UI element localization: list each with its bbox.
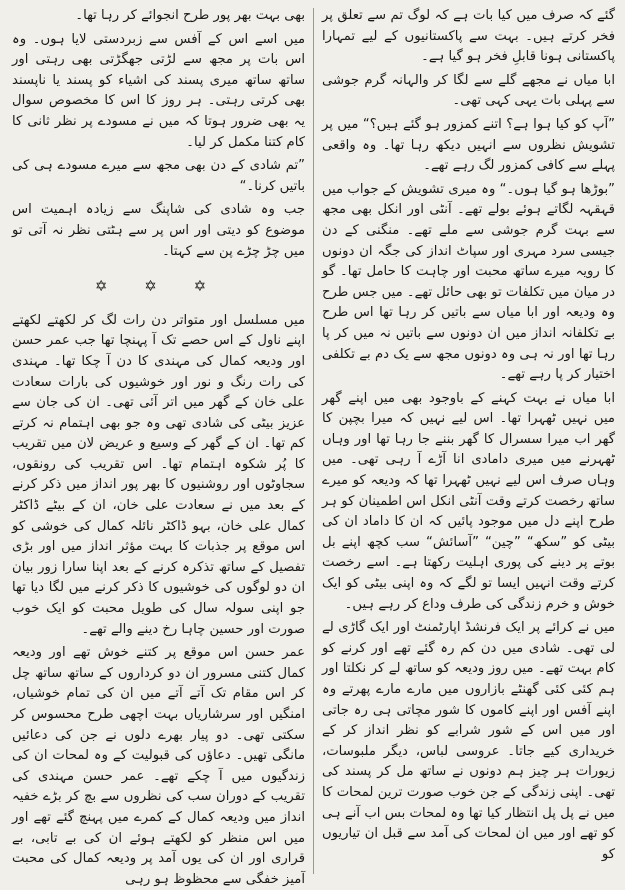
paragraph: ابا میاں نے مجھے گلے سے لگا کر والہانہ گرم جوشی سے پہلی بات یہی کہی تھی۔: [322, 72, 615, 109]
paragraph: میں نے کرائے پر ایک فرنشڈ اپارٹمنٹ اور ایک گاڑی لے لی تھی۔ شادی میں دن کم رہ گئے تھے اور کرنے کو کام بہت تھے۔ میں روز ودیعہ کو ساتھ لے کر نکلتا اور ہم کئی کئی گھنٹے بازاروں میں مارے مارے پھرتے وہ اپنے آفس اور اپنے کاموں کا شور مچاتی ہی رہ جاتی اور میں اس کے شور شرابے کو نظر انداز کر کے خریداری کیے جاتا۔ عروسی لباس، دیگر ملبوسات، زیورات ہر چیز ہم دونوں نے ساتھ مل کر پسند کی تھی۔ اپنی زندگی کے جن خوب صورت ترین لمحات کا میں نے پل پل انتظار کیا تھا وہ لمحات بس اب آنے ہی کو تھے اور میں ان لمحات کی آمد سے قبل ان تیاریوں کو: [322, 620, 615, 862]
paragraph: جب وہ شادی کی شاپنگ سے زیادہ اہمیت اس موضوع کو دیتی اور اس پر سے ہٹتی نظر نہ آتی تو میں چڑ چڑے پن سے کہتا۔: [12, 202, 306, 259]
left-column-top-text: [12, 6, 305, 262]
left-text-column: [12, 6, 306, 887]
paragraph: میں مسلسل اور متواتر دن رات لگ کر لکھتے لکھتے اپنے ناول کے اس حصے تک آ پہنچا تھا جب عمر حسن اور ودیعہ کمال کی مہندی کا دن آ چکا تھا۔ مہندی کی رات رنگ و نور اور خوشیوں کی بارات سعادت علی خان کے گھر میں اتر آئی تھی۔ ان کی جان سے عزیز بیٹی کی شادی تھی وہ جو بھی اہتمام نہ کرتے کم تھا۔ ان کے گھر کے وسیع و عریض لان میں تقریب کا پُر شکوہ اہتمام تھا۔ اس تقریب کی رونقوں، سجاوٹوں اور روشنیوں کا بھر پور انداز میں ذکر کرنے کے بعد میں نے سعادت علی خان، ان کے بیٹے ڈاکٹر کمال علی خان، بہو ڈاکٹر نائلہ کمال کی خوشی کو اس موقع پر جذبات کا بہت مؤثر انداز میں اور بڑی تفصیل کے ساتھ تذکرہ کرنے کے بعد اپنا سارا زور بیان ان دو لوگوں کی خوشیوں کا ذکر کرنے میں لگا دیا تھا جو اپنی سولہ سال کی طویل محبت کو ایک خوب صورت اور حسین چاہا رخ دینے والے تھے۔: [12, 312, 306, 637]
left-column-bottom-text: [12, 311, 305, 890]
right-text-column: [322, 6, 615, 876]
section-separator: ✡ ✡ ✡: [94, 277, 223, 296]
paragraph: ”بوڑھا ہو گیا ہوں۔“ وہ میری تشویش کے جواب میں قہقہہ لگاتے ہوئے بولے تھے۔ آنٹی اور انکل بھی مجھ سے بہت گرم جوشی سے ملے تھے۔ منگنی کے دن جیسی سرد مہری اور سپاٹ انداز کی جگہ ان دونوں کا رویہ میرے ساتھ محبت اور چاہت کا حامل تھا۔ گو در میان میں تکلفات تو بھی حائل تھے۔ میں جس طرح وہ ودیعہ اور ابا میاں سے باتیں کر رہا تھا اس طرح بے تکلفانہ انداز میں ان دونوں سے باتیں نہ میں کر پا رہا تھا اور نہ ہی وہ دونوں مجھ سے یک دم بے تکلفی اختیار کر پا رہے تھے۔: [322, 181, 615, 383]
paragraph: ابا میاں نے بہت کہنے کے باوجود بھی میں اپنے گھر میں نہیں ٹھہرا تھا۔ اس لیے نہیں کہ میرا بچپن کا گھر اب میرا سسرال کا گھر بننے جا رہا تھا اور وہاں ٹھہرنے میں میری دامادی انا آڑے آ رہی تھی۔ میں وہاں صرف اس لیے نہیں ٹھہرا تھا کہ ودیعہ کو میرے ساتھ رخصت کرتے وقت آنٹی انکل اس اطمینان کو ہر طرح اپنے دل میں موجود پائیں کہ ان کا داماد ان کی بیٹی کو ”سکھ“ ”چین“ ”آسائش“ سب کچھ اپنے بل بوتے پر دینے کی پوری اہلیت رکھتا ہے۔ اسے رخصت کرتے وقت انہیں ایسا تو لگے کہ وہ اپنی بیٹی کو ایک خوش و خرم زندگی کی طرف وداع کر رہے ہیں۔: [322, 390, 615, 612]
column-divider: [313, 8, 314, 874]
paragraph: میں اسے اس کے آفس سے زبردستی لایا ہوں۔ وہ اس بات پر مجھ سے لڑتی جھگڑتی بھی رہتی اور ساتھ ساتھ میری پسند کی اشیاء کو پسند یا ناپسند بھی کرتی رہتی۔ ہر روز کا اس کا مخصوص سوال یہ بھی ضرور ہوتا کہ میں نے مسودے پر نظر ثانی کا کام کتنا مکمل کر لیا۔: [12, 31, 306, 150]
paragraph: ”تم شادی کے دن بھی مجھ سے میرے مسودے ہی کی باتیں کرنا۔“: [12, 158, 306, 194]
paragraph: عمر حسن اس موقع پر کتنے خوش تھے اور ودیعہ کمال کتنی مسرور ان دو کرداروں کے ساتھ ساتھ چل کر اس مقام تک آتے آتے میں ان کی تمام خوشیاں، امنگیں اور سرشاریاں بہت اچھی طرح محسوس کر سکتی تھی۔ دو پیار بھرے دلوں نے جن کی دعائیں مانگی تھیں۔ دعاؤں کی قبولیت کے وہ لمحات ان کی زندگیوں میں آ چکے تھے۔ عمر حسن مہندی کی تقریب کے دوران سب کی نظروں سے بچ کر بڑے خفیہ انداز میں ودیعہ کمال کے کمرے میں پہنچ گئے تھے اور میں اس منظر کو لکھتے ہوئے ان کی بے تابی، بے قراری اور ان کی یوں آمد پر ودیعہ کمال کی محبت آمیز خفگی سے محظوظ ہو رہی: [12, 645, 306, 887]
paragraph: بھی بہت بھر پور طرح انجوائے کر رہا تھا۔: [75, 8, 306, 23]
paragraph: گئے کہ صرف میں کیا بات ہے کہ لوگ تم سے تعلق پر فخر کرتے ہیں۔ بہت سے پاکستانیوں کے لیے تمہارا پاکستانی ہونا قابلِ فخر ہو گیا ہے۔: [322, 8, 615, 65]
paragraph: ”آپ کو کیا ہوا ہے؟ اتنے کمزور ہو گئے ہیں؟“ میں پر تشویش نظروں سے انہیں دیکھ رہا تھا۔ وہ واقعی پہلے سے کافی کمزور لگ رہے تھے۔: [322, 116, 615, 174]
